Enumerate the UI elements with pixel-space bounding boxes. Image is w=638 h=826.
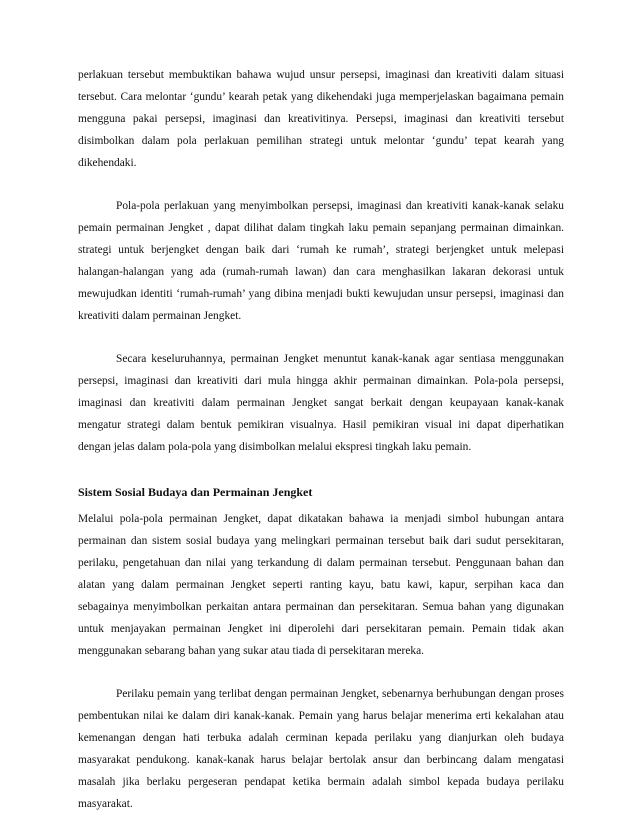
paragraph-jengket-patterns: Pola-pola perlakuan yang menyimbolkan persepsi, imaginasi dan kreativiti kanak-kanak selaku pemain permainan Jengket , dapat dilihat dalam tingkah laku pemain sepanjang permainan dimainkan. strategi untuk berjengket dengan baik dari ‘rumah ke rumah’, strategi berjengket untuk melepasi halangan-halangan yang ada (rumah-rumah lawan) dan cara menghasilkan lakaran dekorasi untuk mewujudkan identiti ‘rumah-rumah’ yang dibina menjadi bukti kewujudan unsur persepsi, imaginasi dan kreativiti dalam permainan Jengket. (78, 200, 564, 322)
paragraph-social-system: Melalui pola-pola permainan Jengket, dapat dikatakan bahawa ia menjadi simbol hubungan antara permainan dan sistem sosial budaya yang melingkari permainan tersebut baik dari sudut persekitaran, perilaku, pengetahuan dan nilai yang terkandung di dalam permainan tersebut. Penggunaan bahan dan alatan yang dalam permainan Jengket seperti ranting kayu, batu kawi, kapur, serpihan kaca dan sebagainya menyimbolkan perkaitan antara permainan dan persekitaran. Semua bahan yang digunakan untuk menjayakan permainan Jengket ini diperolehi dari persekitaran pemain. Pemain tidak akan menggunakan sebarang bahan yang sukar atau tiada di persekitaran mereka. (78, 513, 564, 657)
paragraph-player-behaviour: Perilaku pemain yang terlibat dengan permainan Jengket, sebenarnya berhubungan dengan proses pembentukan nilai ke dalam diri kanak-kanak. Pemain yang harus belajar menerima erti kekalahan atau kemenangan dengan hati terbuka adalah cerminan kepada perilaku yang dianjurkan oleh budaya masyarakat pendukong. kanak-kanak harus belajar bertolak ansur dan berbincang dalam mengatasi masalah jika berlaku pergeseran pendapat ketika bermain adalah simbol kepada budaya perilaku masyarakat. (78, 688, 564, 810)
paragraph-continued: perlakuan tersebut membuktikan bahawa wujud unsur persepsi, imaginasi dan kreativiti dalam situasi tersebut. Cara melontar ‘gundu’ kearah petak yang dikehendaki juga memperjelaskan bagaimana pemain mengguna pakai persepsi, imaginasi dan kreativitinya. Persepsi, imaginasi dan kreativiti tersebut disimbolkan dalam pola perlakuan pemilihan strategi untuk melontar ‘gundu’ tepat kearah yang dikehendaki. (78, 69, 564, 169)
document-body (78, 64, 564, 815)
paragraph-summary: Secara keseluruhannya, permainan Jengket menuntut kanak-kanak agar sentiasa menggunakan persepsi, imaginasi dan kreativiti dari mula hingga akhir permainan dimainkan. Pola-pola persepsi, imaginasi dan kreativiti dalam permainan Jengket sangat berkait dengan keupayaan kanak-kanak mengatur strategi dalam bentuk pemikiran visualnya. Hasil pemikiran visual ini dapat diperhatikan dengan jelas dalam pola-pola yang disimbolkan melalui ekspresi tingkah laku pemain. (78, 353, 564, 453)
section-heading: Sistem Sosial Budaya dan Permainan Jengket (78, 485, 313, 499)
